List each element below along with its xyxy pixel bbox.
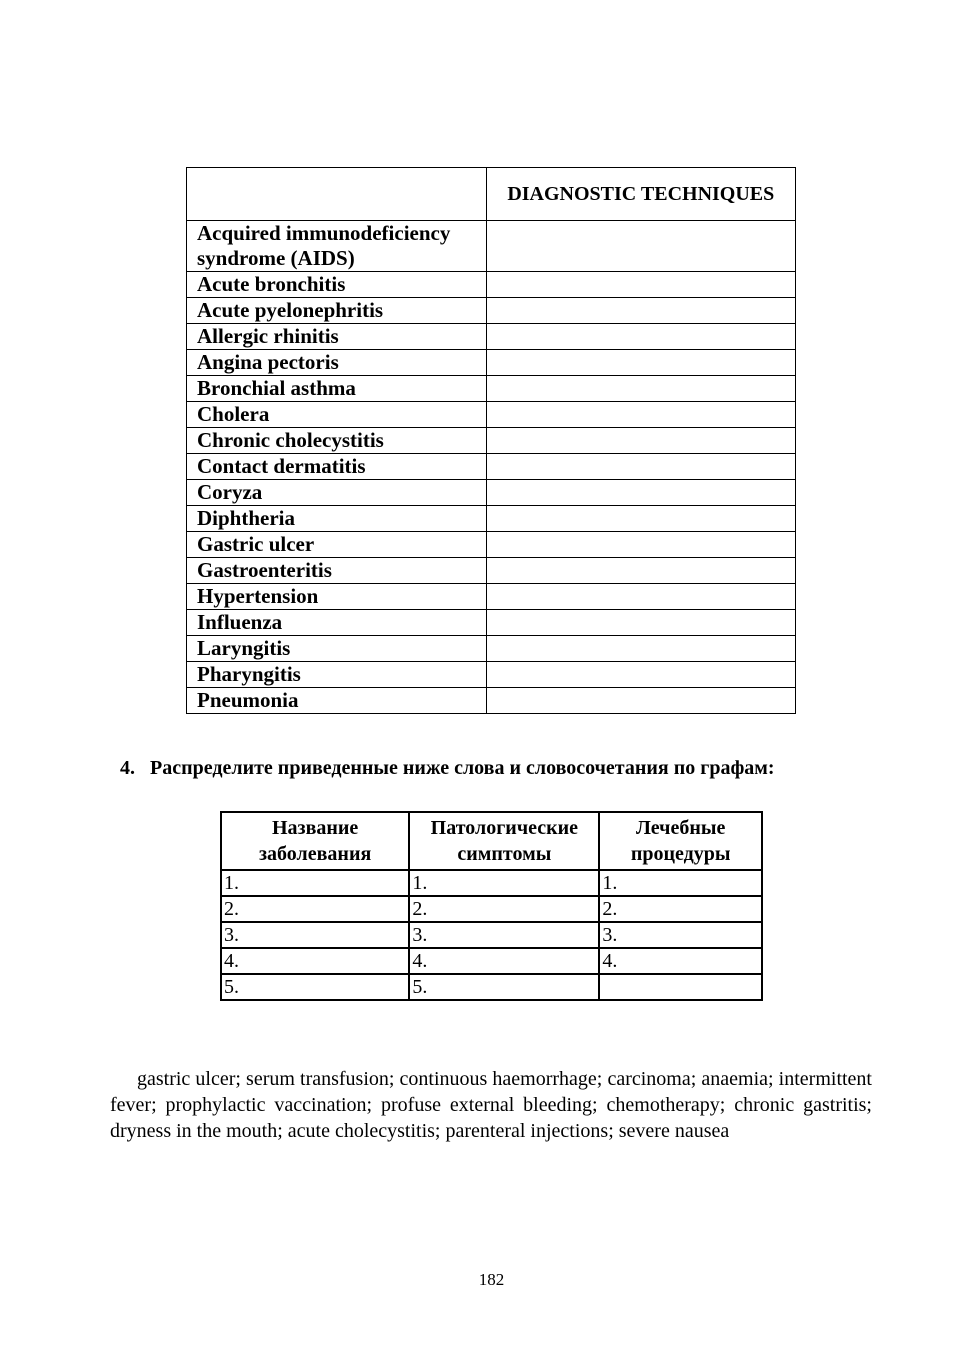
table-cell: 4.: [599, 948, 762, 974]
table-cell: 2.: [221, 896, 409, 922]
disease-cell: Acute bronchitis: [187, 272, 487, 298]
table-row: [221, 922, 762, 948]
table-row: [187, 532, 796, 558]
technique-cell: [486, 688, 795, 714]
table-cell: 1.: [221, 870, 409, 896]
disease-cell: Gastric ulcer: [187, 532, 487, 558]
table-row: [187, 221, 796, 272]
table-cell: 3.: [221, 922, 409, 948]
technique-cell: [486, 506, 795, 532]
table-row: [221, 948, 762, 974]
disease-cell: Gastroenteritis: [187, 558, 487, 584]
column-header-procedures: Лечебные процедуры: [599, 812, 762, 870]
word-list-paragraph: gastric ulcer; serum transfusion; continuous haemorrhage; carcinoma; anaemia; intermittent fever; prophylactic vaccination; profuse external bleeding; chemotherapy; chronic gastritis; dryness in the mouth; acute cholecystitis; parenteral injections; severe nausea: [110, 1068, 872, 1142]
disease-cell: Cholera: [187, 402, 487, 428]
table-row: [187, 610, 796, 636]
table-row: [187, 298, 796, 324]
table-cell: 3.: [599, 922, 762, 948]
technique-cell: [486, 610, 795, 636]
technique-cell: [486, 272, 795, 298]
disease-cell: Chronic cholecystitis: [187, 428, 487, 454]
table-row: [187, 402, 796, 428]
column-header-disease-name: Название заболевания: [221, 812, 409, 870]
classification-table: [220, 811, 763, 1001]
technique-cell: [486, 636, 795, 662]
table-row: [187, 688, 796, 714]
page-number: 182: [478, 1270, 505, 1289]
table-cell: 2.: [409, 896, 599, 922]
disease-cell: Pneumonia: [187, 688, 487, 714]
table-row: [187, 428, 796, 454]
technique-cell: [486, 532, 795, 558]
column-header-symptoms: Патологические симптомы: [409, 812, 599, 870]
disease-cell: Hypertension: [187, 584, 487, 610]
table-cell: [599, 974, 762, 1000]
table-cell: 1.: [599, 870, 762, 896]
table-cell: 5.: [409, 974, 599, 1000]
table1-header-empty: [187, 168, 487, 221]
technique-cell: [486, 558, 795, 584]
disease-cell: Allergic rhinitis: [187, 324, 487, 350]
technique-cell: [486, 662, 795, 688]
table-row: [187, 376, 796, 402]
table-cell: 2.: [599, 896, 762, 922]
table-cell: 4.: [221, 948, 409, 974]
technique-cell: [486, 480, 795, 506]
table-row: [187, 480, 796, 506]
table-row: [187, 350, 796, 376]
technique-cell: [486, 324, 795, 350]
table-row: [187, 272, 796, 298]
disease-cell: Angina pectoris: [187, 350, 487, 376]
table-row: [221, 974, 762, 1000]
task-heading: [120, 754, 775, 782]
disease-cell: Contact dermatitis: [187, 454, 487, 480]
disease-cell: Acute pyelonephritis: [187, 298, 487, 324]
disease-cell: Laryngitis: [187, 636, 487, 662]
technique-cell: [486, 221, 795, 272]
table-cell: 3.: [409, 922, 599, 948]
technique-cell: [486, 298, 795, 324]
task-text: Распределите приведенные ниже слова и словосочетания по графам:: [150, 757, 775, 779]
task-number: 4.: [120, 757, 135, 779]
table-row: [187, 454, 796, 480]
table-row: [187, 584, 796, 610]
table1-header-diagnostic-techniques: DIAGNOSTIC TECHNIQUES: [486, 168, 795, 221]
disease-cell: Pharyngitis: [187, 662, 487, 688]
disease-cell: Coryza: [187, 480, 487, 506]
technique-cell: [486, 584, 795, 610]
table-row: [187, 324, 796, 350]
table-row: [221, 896, 762, 922]
table-row: [187, 662, 796, 688]
disease-cell: Acquired immunodeficiency syndrome (AIDS): [187, 221, 487, 272]
disease-cell: Bronchial asthma: [187, 376, 487, 402]
table-row: [187, 558, 796, 584]
table-cell: 4.: [409, 948, 599, 974]
table-row: [187, 636, 796, 662]
table-row: [221, 870, 762, 896]
table-cell: 5.: [221, 974, 409, 1000]
technique-cell: [486, 402, 795, 428]
table-cell: 1.: [409, 870, 599, 896]
disease-cell: Diphtheria: [187, 506, 487, 532]
technique-cell: [486, 350, 795, 376]
table-row: [187, 506, 796, 532]
technique-cell: [486, 454, 795, 480]
diagnostic-techniques-table: [186, 167, 796, 714]
technique-cell: [486, 376, 795, 402]
disease-cell: Influenza: [187, 610, 487, 636]
technique-cell: [486, 428, 795, 454]
